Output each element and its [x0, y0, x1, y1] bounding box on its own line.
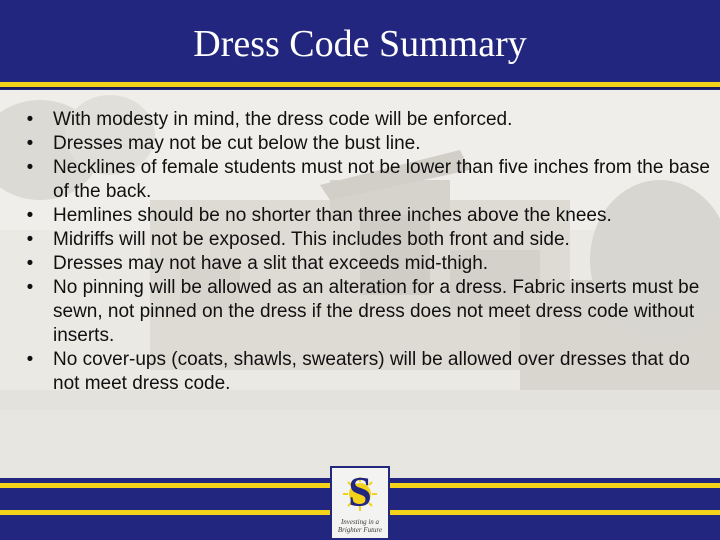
bullet-marker: •: [26, 349, 34, 370]
bullet-text: Dresses may not be cut below the bust line.: [53, 133, 421, 154]
bullet-marker: •: [26, 157, 34, 178]
logo-letter: S: [348, 470, 372, 516]
title-rule-shadow: [0, 87, 720, 89]
bullet-marker: •: [26, 109, 34, 130]
bullet-text: Dresses may not have a slit that exceeds mid-thigh.: [53, 253, 489, 274]
bullet-marker: •: [26, 277, 34, 298]
school-logo: [330, 466, 390, 540]
bullet-marker: •: [26, 253, 34, 274]
list-item: [24, 156, 714, 204]
bullet-text: No cover-ups (coats, shawls, sweaters) will be allowed over dresses that do not meet dress code.: [53, 349, 690, 394]
list-item: [24, 204, 714, 228]
bullet-marker: •: [26, 205, 34, 226]
list-item: [24, 252, 714, 276]
bullet-text: Midriffs will not be exposed. This includes both front and side.: [53, 229, 570, 250]
bullet-marker: •: [26, 229, 34, 250]
bullet-content: [24, 108, 714, 396]
list-item: [24, 348, 714, 396]
list-item: [24, 228, 714, 252]
bullet-text: No pinning will be allowed as an alteration for a dress. Fabric inserts must be sewn, not pinned on the dress if the dress does not meet dress code without inserts.: [53, 277, 700, 346]
list-item: [24, 132, 714, 156]
bullet-text: Hemlines should be no shorter than three inches above the knees.: [53, 205, 612, 226]
list-item: [24, 108, 714, 132]
list-item: [24, 276, 714, 348]
bullet-list: [24, 108, 714, 396]
bullet-marker: •: [26, 133, 34, 154]
bullet-text: With modesty in mind, the dress code will be enforced.: [53, 109, 513, 130]
logo-tagline: Investing in a Brighter Future: [337, 518, 383, 534]
bullet-text: Necklines of female students must not be lower than five inches from the base of the back.: [53, 157, 710, 202]
slide-title: Dress Code Summary: [193, 23, 527, 65]
